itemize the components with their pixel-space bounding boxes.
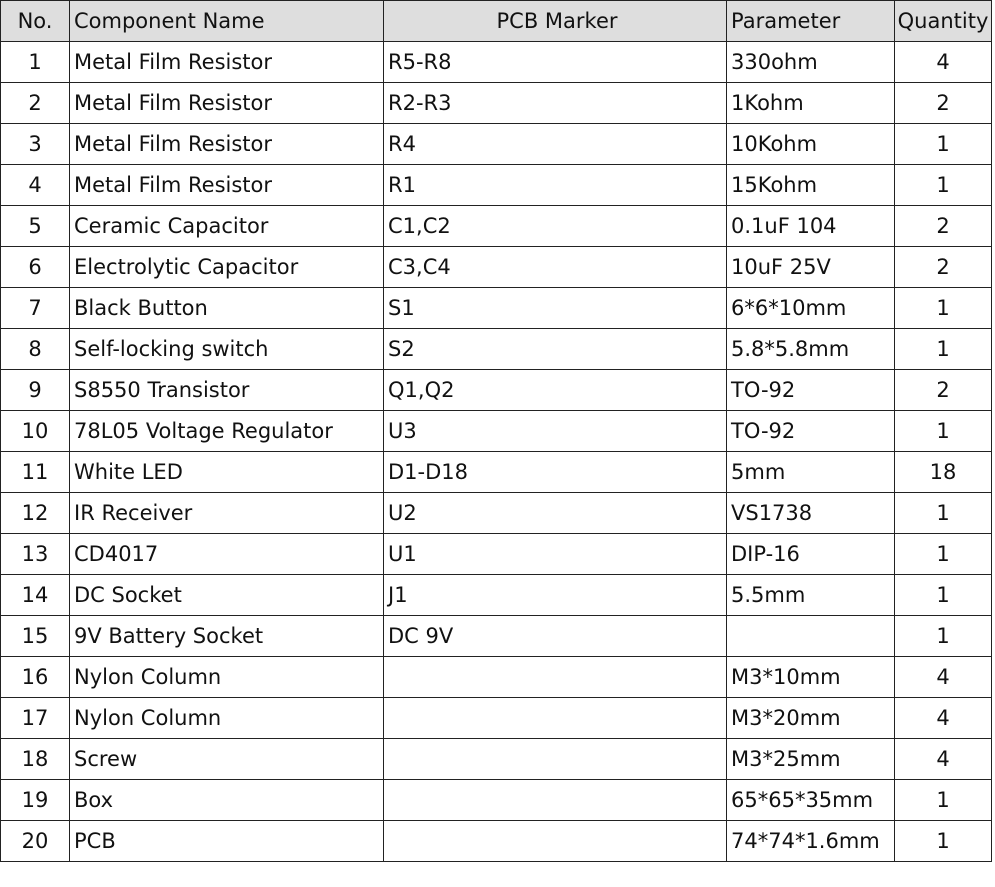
header-quantity: Quantity	[895, 1, 992, 42]
cell-quantity: 1	[895, 288, 992, 329]
cell-no: 13	[1, 534, 70, 575]
cell-component-name: PCB	[70, 821, 384, 862]
cell-quantity: 2	[895, 83, 992, 124]
table-row	[1, 493, 992, 534]
cell-quantity: 4	[895, 739, 992, 780]
cell-parameter	[727, 616, 895, 657]
cell-no: 20	[1, 821, 70, 862]
cell-parameter: 5.8*5.8mm	[727, 329, 895, 370]
table-row	[1, 370, 992, 411]
cell-parameter: 74*74*1.6mm	[727, 821, 895, 862]
cell-pcb-marker: C1,C2	[384, 206, 727, 247]
cell-parameter: 5.5mm	[727, 575, 895, 616]
cell-pcb-marker: DC 9V	[384, 616, 727, 657]
cell-pcb-marker: J1	[384, 575, 727, 616]
cell-pcb-marker	[384, 698, 727, 739]
cell-pcb-marker: R1	[384, 165, 727, 206]
cell-component-name: Electrolytic Capacitor	[70, 247, 384, 288]
table-row	[1, 575, 992, 616]
cell-no: 18	[1, 739, 70, 780]
cell-pcb-marker: S2	[384, 329, 727, 370]
cell-component-name: Metal Film Resistor	[70, 83, 384, 124]
table-row	[1, 83, 992, 124]
table-body	[1, 42, 992, 862]
cell-component-name: Metal Film Resistor	[70, 165, 384, 206]
cell-no: 4	[1, 165, 70, 206]
cell-pcb-marker: U3	[384, 411, 727, 452]
cell-pcb-marker	[384, 739, 727, 780]
cell-parameter: 10uF 25V	[727, 247, 895, 288]
table-row	[1, 42, 992, 83]
table-row	[1, 411, 992, 452]
cell-parameter: VS1738	[727, 493, 895, 534]
table-row	[1, 780, 992, 821]
cell-parameter: 0.1uF 104	[727, 206, 895, 247]
cell-component-name: IR Receiver	[70, 493, 384, 534]
cell-no: 7	[1, 288, 70, 329]
header-parameter: Parameter	[727, 1, 895, 42]
cell-parameter: 15Kohm	[727, 165, 895, 206]
cell-parameter: 5mm	[727, 452, 895, 493]
table-header	[1, 1, 992, 42]
cell-quantity: 1	[895, 493, 992, 534]
cell-parameter: M3*20mm	[727, 698, 895, 739]
cell-quantity: 4	[895, 698, 992, 739]
cell-component-name: Box	[70, 780, 384, 821]
cell-component-name: Nylon Column	[70, 657, 384, 698]
cell-component-name: Nylon Column	[70, 698, 384, 739]
cell-parameter: DIP-16	[727, 534, 895, 575]
cell-pcb-marker	[384, 780, 727, 821]
table-row	[1, 821, 992, 862]
cell-component-name: 9V Battery Socket	[70, 616, 384, 657]
cell-no: 3	[1, 124, 70, 165]
cell-quantity: 2	[895, 206, 992, 247]
cell-parameter: M3*10mm	[727, 657, 895, 698]
cell-component-name: Metal Film Resistor	[70, 124, 384, 165]
cell-no: 8	[1, 329, 70, 370]
cell-quantity: 4	[895, 657, 992, 698]
cell-component-name: White LED	[70, 452, 384, 493]
header-pcb-marker: PCB Marker	[384, 1, 727, 42]
cell-quantity: 2	[895, 247, 992, 288]
cell-no: 6	[1, 247, 70, 288]
cell-quantity: 1	[895, 821, 992, 862]
cell-pcb-marker: D1-D18	[384, 452, 727, 493]
cell-parameter: 10Kohm	[727, 124, 895, 165]
cell-quantity: 1	[895, 411, 992, 452]
table-row	[1, 616, 992, 657]
cell-component-name: Self-locking switch	[70, 329, 384, 370]
cell-parameter: 65*65*35mm	[727, 780, 895, 821]
cell-no: 5	[1, 206, 70, 247]
cell-parameter: TO-92	[727, 411, 895, 452]
cell-quantity: 1	[895, 575, 992, 616]
cell-pcb-marker: R5-R8	[384, 42, 727, 83]
cell-pcb-marker	[384, 657, 727, 698]
cell-pcb-marker: C3,C4	[384, 247, 727, 288]
cell-pcb-marker: U1	[384, 534, 727, 575]
header-row	[1, 1, 992, 42]
table-row	[1, 247, 992, 288]
cell-quantity: 1	[895, 124, 992, 165]
cell-no: 15	[1, 616, 70, 657]
cell-component-name: Ceramic Capacitor	[70, 206, 384, 247]
cell-parameter: TO-92	[727, 370, 895, 411]
table-row	[1, 698, 992, 739]
cell-no: 14	[1, 575, 70, 616]
cell-parameter: 1Kohm	[727, 83, 895, 124]
cell-component-name: Screw	[70, 739, 384, 780]
cell-pcb-marker: Q1,Q2	[384, 370, 727, 411]
cell-no: 19	[1, 780, 70, 821]
cell-component-name: DC Socket	[70, 575, 384, 616]
cell-quantity: 18	[895, 452, 992, 493]
cell-quantity: 1	[895, 780, 992, 821]
cell-no: 16	[1, 657, 70, 698]
table-row	[1, 206, 992, 247]
cell-quantity: 1	[895, 329, 992, 370]
table-row	[1, 534, 992, 575]
cell-component-name: 78L05 Voltage Regulator	[70, 411, 384, 452]
table-row	[1, 124, 992, 165]
cell-no: 12	[1, 493, 70, 534]
cell-pcb-marker: U2	[384, 493, 727, 534]
cell-quantity: 1	[895, 616, 992, 657]
cell-no: 2	[1, 83, 70, 124]
cell-parameter: 330ohm	[727, 42, 895, 83]
cell-parameter: 6*6*10mm	[727, 288, 895, 329]
cell-quantity: 2	[895, 370, 992, 411]
cell-quantity: 1	[895, 165, 992, 206]
cell-pcb-marker: S1	[384, 288, 727, 329]
header-no: No.	[1, 1, 70, 42]
table-row	[1, 329, 992, 370]
table-row	[1, 739, 992, 780]
cell-pcb-marker: R2-R3	[384, 83, 727, 124]
cell-quantity: 4	[895, 42, 992, 83]
header-component-name: Component Name	[70, 1, 384, 42]
cell-component-name: Metal Film Resistor	[70, 42, 384, 83]
table-row	[1, 165, 992, 206]
cell-no: 11	[1, 452, 70, 493]
table-row	[1, 288, 992, 329]
cell-no: 17	[1, 698, 70, 739]
cell-component-name: CD4017	[70, 534, 384, 575]
cell-no: 1	[1, 42, 70, 83]
cell-no: 10	[1, 411, 70, 452]
table-row	[1, 657, 992, 698]
table-row	[1, 452, 992, 493]
cell-component-name: Black Button	[70, 288, 384, 329]
cell-quantity: 1	[895, 534, 992, 575]
cell-component-name: S8550 Transistor	[70, 370, 384, 411]
cell-no: 9	[1, 370, 70, 411]
cell-pcb-marker	[384, 821, 727, 862]
cell-pcb-marker: R4	[384, 124, 727, 165]
cell-parameter: M3*25mm	[727, 739, 895, 780]
